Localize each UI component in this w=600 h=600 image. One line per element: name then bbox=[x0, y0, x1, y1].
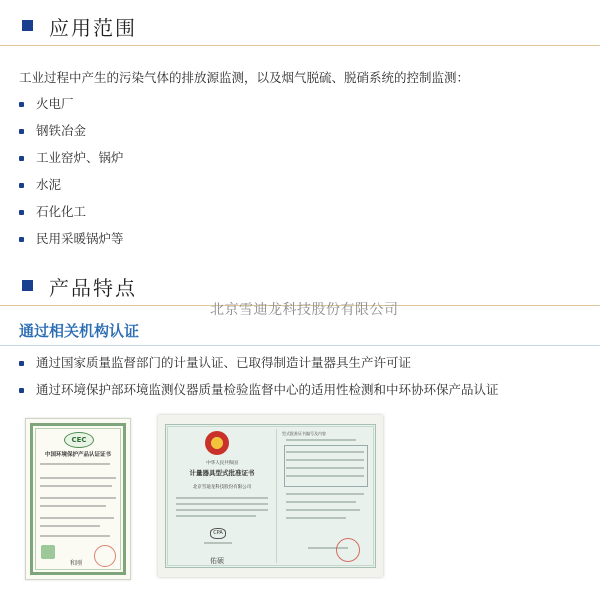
text-line bbox=[40, 463, 110, 465]
bullet-icon bbox=[19, 237, 24, 242]
text-line bbox=[40, 505, 106, 507]
section-divider bbox=[0, 45, 600, 46]
certificate-right-title: 型式批准证书编号及内容 bbox=[282, 431, 326, 436]
section-title: 产品特点 bbox=[49, 276, 137, 300]
bullet-icon bbox=[19, 388, 24, 393]
text-line bbox=[40, 497, 116, 499]
text-line bbox=[286, 493, 364, 495]
text-line bbox=[286, 459, 364, 461]
signature: 佑硕 bbox=[210, 557, 224, 565]
certificate-title: 计量器具型式批准证书 bbox=[189, 469, 255, 477]
stamp-icon bbox=[336, 538, 360, 562]
cpa-logo-icon: CPA bbox=[210, 528, 226, 539]
text-line bbox=[40, 535, 110, 537]
bullet-icon bbox=[19, 156, 24, 161]
text-line bbox=[204, 542, 232, 544]
badge-icon bbox=[41, 545, 55, 559]
text-line bbox=[40, 517, 114, 519]
bullet-icon bbox=[19, 102, 24, 107]
text-line bbox=[176, 509, 268, 511]
text-line bbox=[286, 509, 360, 511]
signature: 和刚 bbox=[70, 560, 83, 567]
environmental-certificate-image bbox=[25, 418, 131, 580]
certification-list bbox=[19, 352, 499, 406]
text-line bbox=[286, 439, 356, 441]
applications-list bbox=[19, 93, 124, 255]
text-line bbox=[286, 475, 364, 477]
list-item: 水泥 bbox=[19, 174, 124, 201]
cec-logo-icon: CEC bbox=[64, 432, 94, 448]
list-item: 通过国家质量监督部门的计量认证、已取得制造计量器具生产许可证 bbox=[19, 352, 499, 379]
text-line bbox=[286, 501, 356, 503]
list-item: 火电厂 bbox=[19, 93, 124, 120]
text-line bbox=[40, 485, 112, 487]
text-line bbox=[176, 503, 268, 505]
text-line bbox=[286, 517, 346, 519]
text-line bbox=[40, 477, 116, 479]
certificate-company: 北京雪迪龙科技股份有限公司 bbox=[192, 485, 252, 490]
certificate-divider bbox=[276, 429, 277, 563]
list-item: 民用采暖锅炉等 bbox=[19, 228, 124, 255]
list-item: 钢铁冶金 bbox=[19, 120, 124, 147]
subheading: 通过相关机构认证 bbox=[19, 322, 140, 340]
intro-text: 工业过程中产生的污染气体的排放源监测，以及烟气脱硫、脱硝系统的控制监测： bbox=[19, 70, 470, 85]
text-line bbox=[286, 451, 364, 453]
certificate-country: 中华人民共和国 bbox=[206, 461, 238, 466]
list-item: 石化化工 bbox=[19, 201, 124, 228]
text-line bbox=[176, 497, 268, 499]
list-item: 工业窑炉、锅炉 bbox=[19, 147, 124, 174]
bullet-icon bbox=[19, 183, 24, 188]
text-line bbox=[176, 515, 256, 517]
subheading-divider bbox=[0, 345, 600, 346]
section-header-applications bbox=[0, 5, 600, 45]
metrology-certificate-image bbox=[158, 415, 383, 577]
text-line bbox=[286, 467, 364, 469]
bullet-icon bbox=[19, 210, 24, 215]
list-item: 通过环境保护部环境监测仪器质量检验监督中心的适用性检测和中环协环保产品认证 bbox=[19, 379, 499, 406]
section-square-icon bbox=[22, 280, 33, 291]
national-emblem-icon bbox=[205, 431, 229, 455]
section-square-icon bbox=[22, 20, 33, 31]
stamp-icon bbox=[94, 545, 116, 567]
certificate-title: 中国环境保护产品认证证书 bbox=[44, 452, 111, 458]
section-title: 应用范围 bbox=[49, 16, 137, 40]
bullet-icon bbox=[19, 129, 24, 134]
bullet-icon bbox=[19, 361, 24, 366]
company-watermark: 北京雪迪龙科技股份有限公司 bbox=[210, 302, 399, 318]
text-line bbox=[40, 525, 100, 527]
